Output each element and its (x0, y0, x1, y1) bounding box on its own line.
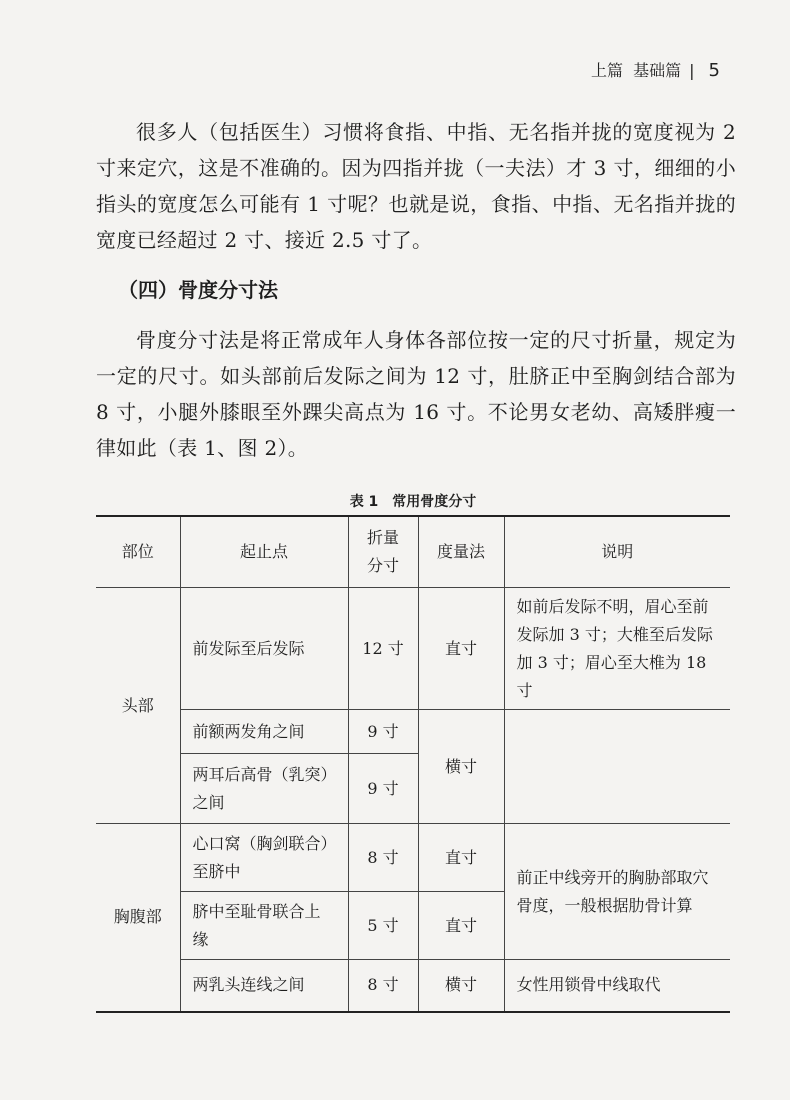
cell-range: 前额两发角之间 (180, 710, 348, 754)
cell-measure: 8 寸 (348, 960, 418, 1012)
cell-part-chest: 胸腹部 (96, 824, 180, 1012)
section-title: （四）骨度分寸法 (118, 278, 278, 302)
cell-measure: 9 寸 (348, 754, 418, 824)
cell-method: 直寸 (418, 892, 504, 960)
cell-measure: 12 寸 (348, 588, 418, 710)
cell-range: 前发际至后发际 (180, 588, 348, 710)
cell-part-head: 头部 (96, 588, 180, 824)
table-row (96, 710, 730, 754)
cell-method: 直寸 (418, 824, 504, 892)
table-row (96, 588, 730, 710)
header-part: 部位 (96, 516, 180, 588)
cell-note: 如前后发际不明，眉心至前发际加 3 寸；大椎至后发际加 3 寸；眉心至大椎为 18 寸 (504, 588, 730, 710)
cell-method: 横寸 (418, 710, 504, 824)
cell-measure: 9 寸 (348, 710, 418, 754)
table-caption: 表 1 常用骨度分寸 (349, 494, 477, 510)
header-method: 度量法 (418, 516, 504, 588)
paragraph-bone-proportion: 骨度分寸法是将正常成年人身体各部位按一定的尺寸折量，规定为一定的尺寸。如头部前后发际之间为 12 寸，肚脐正中至胸剑结合部为 8 寸，小腿外膝眼至外踝尖高点为 16 寸。不论男女老幼、高矮胖瘦一律如此（表 1、图 2）。 (96, 328, 736, 460)
cell-method: 横寸 (418, 960, 504, 1012)
header-note: 说明 (504, 516, 730, 588)
cell-note: 女性用锁骨中线取代 (504, 960, 730, 1012)
table-row (96, 960, 730, 1012)
running-header (591, 58, 720, 81)
cell-note (504, 710, 730, 824)
cell-range: 心口窝（胸剑联合）至脐中 (180, 824, 348, 892)
cell-range: 两耳后高骨（乳突）之间 (180, 754, 348, 824)
header-section: 上篇 (590, 61, 623, 80)
paragraph-finger-width: 很多人（包括医生）习惯将食指、中指、无名指并拢的宽度视为 2 寸来定穴，这是不准确的。因为四指并拢（一夫法）才 3 寸，细细的小指头的宽度怎么可能有 1 寸呢？也就是说，食指、中指、无名指并拢的宽度已经超过 2 寸、接近 2.5 寸了。 (96, 120, 736, 252)
cell-method: 直寸 (418, 588, 504, 710)
table-header-row (96, 516, 730, 588)
cell-range: 脐中至耻骨联合上缘 (180, 892, 348, 960)
cell-note: 前正中线旁开的胸胁部取穴骨度，一般根据肋骨计算 (504, 824, 730, 960)
cell-measure: 5 寸 (348, 892, 418, 960)
cell-measure: 8 寸 (348, 824, 418, 892)
header-chapter: 基础篇 (633, 61, 682, 80)
header-separator: | (689, 61, 695, 80)
table-row (96, 824, 730, 892)
header-measure: 折量分寸 (348, 516, 418, 588)
bone-proportion-table (96, 515, 730, 1013)
cell-range: 两乳头连线之间 (180, 960, 348, 1012)
page-number: 5 (708, 60, 720, 81)
header-range: 起止点 (180, 516, 348, 588)
